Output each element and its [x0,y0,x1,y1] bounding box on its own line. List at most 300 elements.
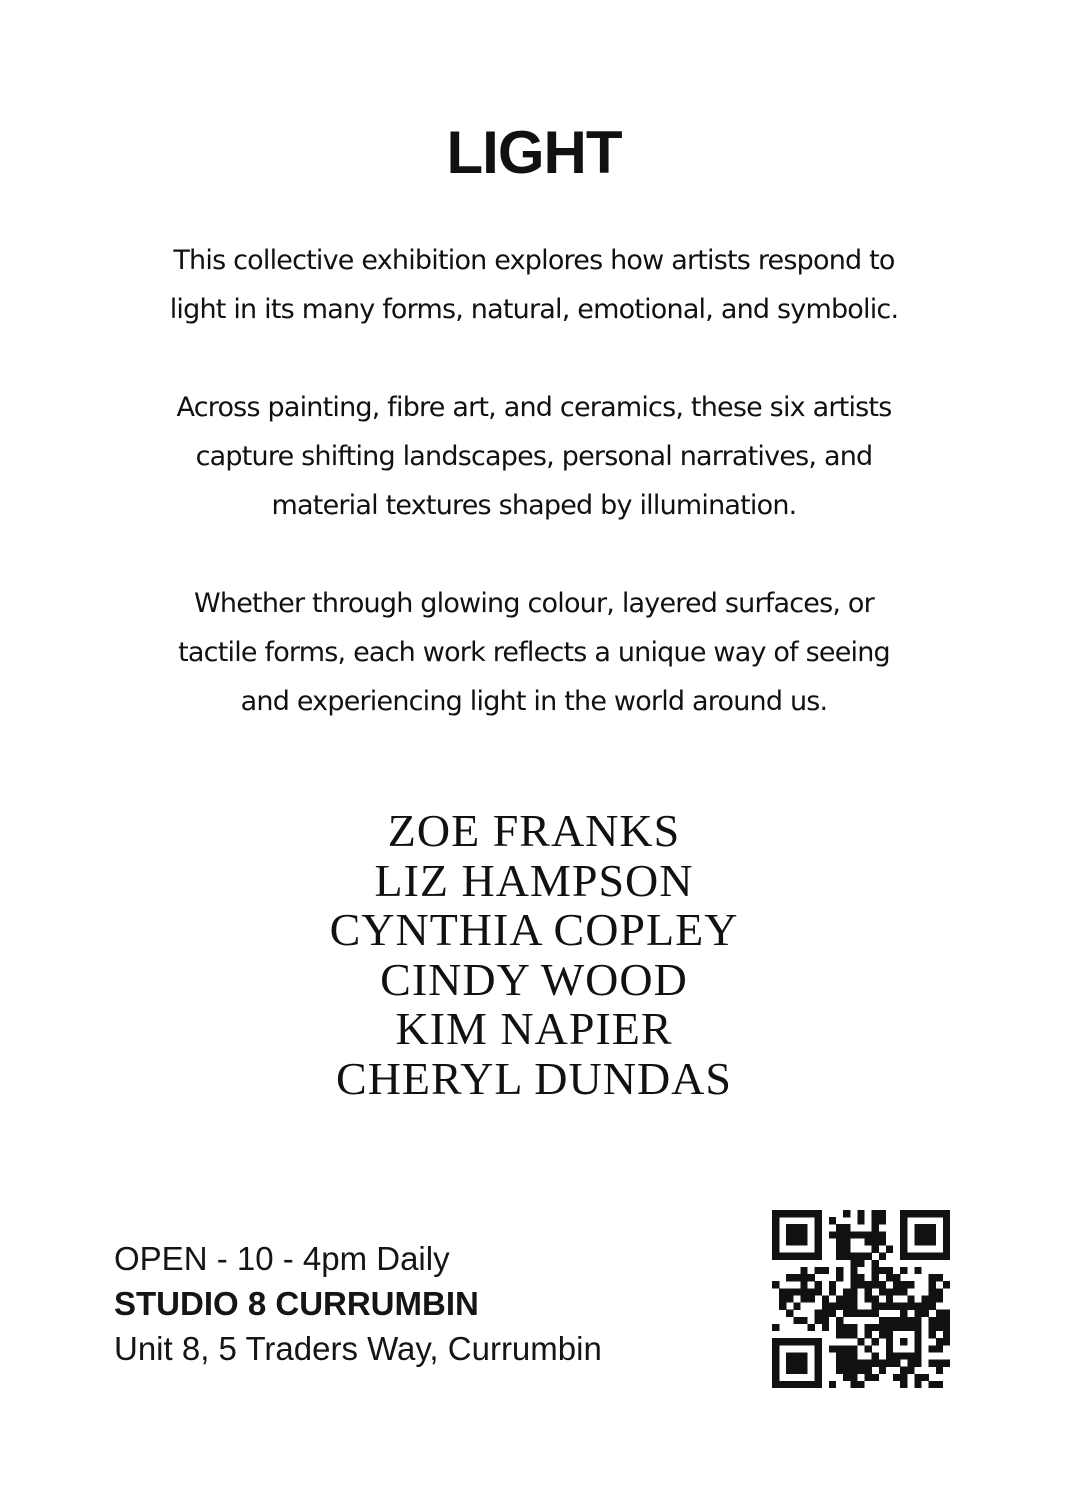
intro-line: and experiencing light in the world around us. [240,686,828,717]
qr-module [943,1224,950,1231]
qr-module [836,1253,843,1260]
qr-module [836,1360,843,1367]
qr-module [836,1345,843,1352]
qr-module [772,1217,779,1224]
qr-module [829,1345,836,1352]
qr-module [865,1310,872,1317]
qr-module [779,1338,786,1345]
qr-module [914,1331,921,1338]
qr-module [922,1238,929,1245]
qr-module [800,1317,807,1324]
qr-module [857,1231,864,1238]
venue-info [114,1236,602,1371]
qr-module [914,1317,921,1324]
qr-module [800,1338,807,1345]
qr-module [843,1345,850,1352]
venue-name: STUDIO 8 CURRUMBIN [114,1285,479,1322]
qr-module [779,1288,786,1295]
qr-module [779,1210,786,1217]
qr-module [900,1246,907,1253]
qr-module [857,1210,864,1217]
qr-module [800,1224,807,1231]
qr-module [865,1331,872,1338]
qr-module [872,1274,879,1281]
qr-module [815,1253,822,1260]
qr-module [793,1303,800,1310]
qr-module [879,1210,886,1217]
artist-name: LIZ HAMPSON [374,854,694,906]
qr-module [914,1303,921,1310]
qr-module [936,1367,943,1374]
qr-module [886,1352,893,1359]
qr-module [857,1217,864,1224]
qr-module [936,1210,943,1217]
qr-module [772,1224,779,1231]
qr-module [808,1274,815,1281]
qr-module [772,1231,779,1238]
qr-module [850,1360,857,1367]
qr-module [793,1288,800,1295]
qr-module [857,1338,864,1345]
qr-module [929,1295,936,1302]
qr-module [879,1281,886,1288]
qr-module [914,1345,921,1352]
qr-module [886,1360,893,1367]
exhibition-title: LIGHT [446,119,622,186]
qr-module [907,1324,914,1331]
qr-module [843,1367,850,1374]
qr-module [907,1281,914,1288]
qr-module [893,1324,900,1331]
qr-module [850,1267,857,1274]
qr-module [843,1303,850,1310]
qr-module [857,1253,864,1260]
qr-module [829,1217,836,1224]
qr-module [808,1288,815,1295]
qr-module [936,1324,943,1331]
qr-module [886,1331,893,1338]
qr-module [900,1310,907,1317]
qr-module [922,1374,929,1381]
qr-module [815,1310,822,1317]
qr-module [772,1253,779,1260]
intro-line: Across painting, fibre art, and ceramics, these six artists [176,392,892,423]
qr-module [829,1288,836,1295]
qr-module [872,1352,879,1359]
qr-module [815,1246,822,1253]
qr-module [836,1246,843,1253]
qr-module [857,1381,864,1388]
qr-module [843,1331,850,1338]
qr-module [936,1253,943,1260]
qr-module [786,1338,793,1345]
qr-module [914,1360,921,1367]
qr-module [929,1324,936,1331]
qr-module [914,1253,921,1260]
qr-module [857,1360,864,1367]
qr-module [893,1374,900,1381]
intro-paragraph-2 [84,383,984,530]
qr-module [772,1324,779,1331]
qr-module [786,1288,793,1295]
qr-module [850,1253,857,1260]
qr-module [914,1338,921,1345]
qr-module [936,1288,943,1295]
qr-module [793,1338,800,1345]
qr-module [850,1352,857,1359]
qr-module [800,1360,807,1367]
qr-module [829,1281,836,1288]
qr-module [893,1352,900,1359]
artist-name: CHERYL DUNDAS [336,1052,732,1104]
qr-module [786,1310,793,1317]
qr-module [772,1246,779,1253]
qr-module [886,1288,893,1295]
intro-line: material textures shaped by illumination. [271,490,797,521]
qr-module [850,1260,857,1267]
qr-module [914,1352,921,1359]
qr-module [836,1303,843,1310]
qr-module [872,1267,879,1274]
qr-module [879,1231,886,1238]
qr-module [865,1295,872,1302]
qr-module [815,1360,822,1367]
qr-module [822,1303,829,1310]
qr-code-icon[interactable] [772,1210,950,1388]
qr-module [843,1352,850,1359]
qr-module [886,1274,893,1281]
qr-module [893,1288,900,1295]
qr-module [907,1367,914,1374]
qr-module [772,1360,779,1367]
qr-module [900,1374,907,1381]
qr-module [815,1210,822,1217]
qr-module [943,1360,950,1367]
qr-module [772,1210,779,1217]
qr-module [936,1310,943,1317]
qr-module [772,1352,779,1359]
qr-module [808,1295,815,1302]
qr-module [843,1238,850,1245]
qr-module [886,1317,893,1324]
qr-module [779,1381,786,1388]
qr-module [879,1324,886,1331]
qr-module [865,1288,872,1295]
artist-name: CINDY WOOD [380,953,688,1005]
qr-module [936,1360,943,1367]
qr-module [914,1224,921,1231]
qr-module [850,1331,857,1338]
qr-module [793,1381,800,1388]
qr-module [943,1253,950,1260]
qr-module [843,1324,850,1331]
qr-module [900,1352,907,1359]
qr-module [929,1288,936,1295]
qr-module [886,1303,893,1310]
qr-module [879,1217,886,1224]
qr-module [886,1345,893,1352]
qr-module [936,1274,943,1281]
qr-module [943,1238,950,1245]
qr-module [943,1246,950,1253]
qr-module [843,1246,850,1253]
qr-module [772,1381,779,1388]
qr-module [815,1352,822,1359]
qr-module [936,1338,943,1345]
qr-module [900,1303,907,1310]
qr-module [914,1310,921,1317]
qr-module [929,1253,936,1260]
qr-module [786,1367,793,1374]
qr-module [850,1303,857,1310]
qr-module [786,1360,793,1367]
qr-module [836,1231,843,1238]
qr-module [800,1288,807,1295]
qr-module [800,1267,807,1274]
qr-module [786,1295,793,1302]
qr-module [800,1238,807,1245]
intro-paragraph-1 [84,236,984,334]
qr-module [772,1238,779,1245]
qr-module [943,1338,950,1345]
qr-module [900,1338,907,1345]
qr-module [822,1310,829,1317]
qr-module [779,1295,786,1302]
qr-module [836,1295,843,1302]
qr-module [793,1238,800,1245]
qr-module [822,1267,829,1274]
qr-module [922,1224,929,1231]
qr-module [900,1288,907,1295]
qr-module [786,1381,793,1388]
qr-module [907,1352,914,1359]
qr-module [872,1231,879,1238]
qr-module [922,1210,929,1217]
qr-module [857,1367,864,1374]
qr-module [879,1288,886,1295]
qr-module [936,1295,943,1302]
qr-module [800,1281,807,1288]
qr-module [815,1224,822,1231]
qr-module [865,1360,872,1367]
qr-module [879,1367,886,1374]
qr-module [850,1367,857,1374]
qr-module [879,1253,886,1260]
qr-module [900,1281,907,1288]
qr-module [872,1374,879,1381]
qr-module [843,1231,850,1238]
qr-module [815,1367,822,1374]
qr-module [879,1267,886,1274]
qr-module [779,1303,786,1310]
qr-module [922,1295,929,1302]
qr-module [929,1360,936,1367]
qr-module [893,1281,900,1288]
qr-module [907,1360,914,1367]
opening-hours: OPEN - 10 - 4pm Daily [114,1240,450,1277]
qr-module [772,1345,779,1352]
qr-module [943,1217,950,1224]
qr-module [800,1295,807,1302]
qr-module [808,1253,815,1260]
qr-module [836,1238,843,1245]
qr-module [850,1281,857,1288]
qr-module [865,1253,872,1260]
qr-module [850,1374,857,1381]
qr-module [929,1224,936,1231]
qr-module [936,1317,943,1324]
artist-name: KIM NAPIER [395,1003,673,1054]
qr-module [843,1310,850,1317]
intro-line: light in its many forms, natural, emotional, and symbolic. [169,294,899,325]
qr-module [815,1338,822,1345]
intro-line: Whether through glowing colour, layered surfaces, or [194,588,874,619]
qr-module [815,1288,822,1295]
qr-module [872,1324,879,1331]
qr-module [793,1274,800,1281]
qr-module [865,1345,872,1352]
qr-module [786,1231,793,1238]
qr-module [900,1217,907,1224]
qr-module [808,1324,815,1331]
qr-module [843,1210,850,1217]
qr-module [872,1310,879,1317]
qr-module [829,1381,836,1388]
qr-module [922,1310,929,1317]
qr-module [800,1274,807,1281]
qr-module [865,1367,872,1374]
qr-module [829,1303,836,1310]
qr-module [936,1345,943,1352]
qr-module [886,1295,893,1302]
qr-module [943,1281,950,1288]
qr-module [914,1210,921,1217]
qr-module [865,1238,872,1245]
qr-module [772,1374,779,1381]
qr-module [793,1224,800,1231]
qr-module [914,1381,921,1388]
qr-module [879,1238,886,1245]
qr-module [879,1317,886,1324]
qr-module [943,1331,950,1338]
qr-module [886,1267,893,1274]
qr-module [943,1210,950,1217]
artist-name: ZOE FRANKS [387,805,681,856]
qr-module [786,1253,793,1260]
qr-module [893,1274,900,1281]
qr-module [943,1317,950,1324]
qr-module [850,1295,857,1302]
qr-module [786,1210,793,1217]
qr-module [865,1324,872,1331]
qr-module [836,1367,843,1374]
qr-module [893,1317,900,1324]
qr-module [900,1210,907,1217]
qr-module [815,1267,822,1274]
venue-address: Unit 8, 5 Traders Way, Currumbin [114,1330,602,1367]
qr-module [829,1231,836,1238]
qr-module [900,1317,907,1324]
qr-module [815,1231,822,1238]
qr-module [872,1295,879,1302]
qr-module [914,1231,921,1238]
qr-module [929,1303,936,1310]
qr-module [900,1381,907,1388]
qr-module [929,1317,936,1324]
qr-module [850,1231,857,1238]
qr-module [900,1324,907,1331]
qr-module [929,1281,936,1288]
qr-module [900,1231,907,1238]
qr-module [886,1246,893,1253]
qr-module [879,1303,886,1310]
qr-module [836,1267,843,1274]
qr-module [850,1288,857,1295]
qr-module [800,1210,807,1217]
qr-module [800,1253,807,1260]
qr-module [850,1381,857,1388]
qr-module [865,1231,872,1238]
qr-module [929,1210,936,1217]
qr-module [929,1345,936,1352]
qr-module [872,1217,879,1224]
qr-module [808,1338,815,1345]
qr-module [815,1281,822,1288]
qr-module [907,1317,914,1324]
qr-module [843,1224,850,1231]
qr-module [829,1310,836,1317]
qr-module [850,1310,857,1317]
qr-module [815,1345,822,1352]
intro-paragraph-3 [84,579,984,726]
qr-module [815,1381,822,1388]
qr-module [900,1367,907,1374]
qr-module [865,1281,872,1288]
intro-line: capture shifting landscapes, personal narratives, and [195,441,873,472]
qr-module [922,1253,929,1260]
qr-module [893,1303,900,1310]
qr-module [900,1238,907,1245]
qr-module [872,1210,879,1217]
qr-module [900,1253,907,1260]
qr-module [907,1210,914,1217]
qr-module [793,1352,800,1359]
qr-module [929,1381,936,1388]
qr-module [772,1367,779,1374]
qr-module [914,1374,921,1381]
qr-module [793,1210,800,1217]
qr-module [800,1231,807,1238]
qr-module [929,1274,936,1281]
qr-module [786,1274,793,1281]
qr-module [793,1253,800,1260]
qr-module [822,1317,829,1324]
qr-module [879,1360,886,1367]
qr-module [836,1331,843,1338]
qr-module [879,1331,886,1338]
qr-module [893,1360,900,1367]
qr-module [900,1224,907,1231]
qr-module [914,1267,921,1274]
qr-module [857,1260,864,1267]
qr-module [886,1338,893,1345]
qr-module [836,1324,843,1331]
qr-module [914,1238,921,1245]
qr-module [822,1324,829,1331]
qr-module [943,1324,950,1331]
qr-module [857,1274,864,1281]
qr-module [815,1238,822,1245]
